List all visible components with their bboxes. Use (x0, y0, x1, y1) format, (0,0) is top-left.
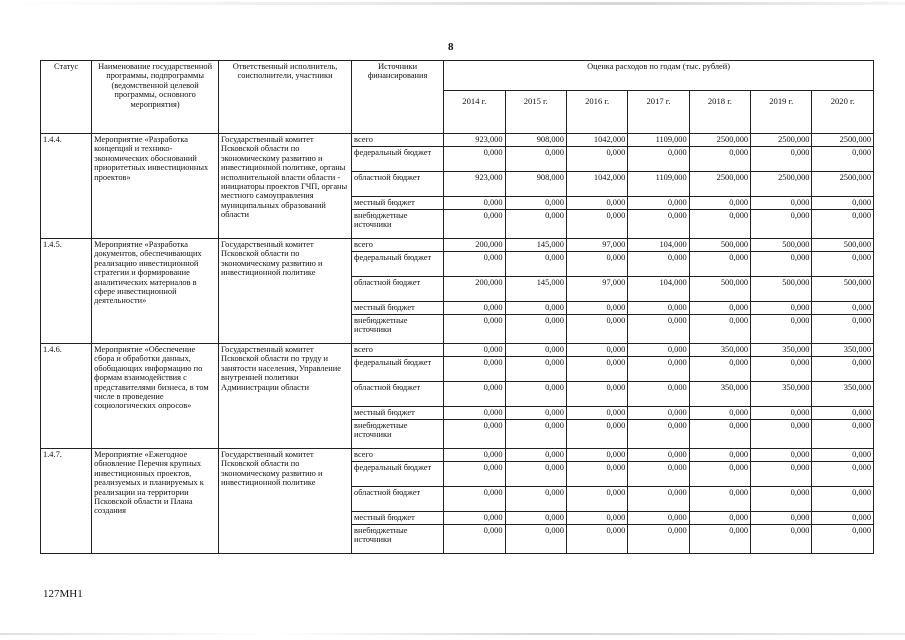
funding-source: федеральный бюджет (352, 357, 444, 382)
amount-cell: 0,000 (689, 462, 750, 487)
measure-name: Мероприятие «Обеспечение сбора и обработки данных, обобщающих информацию по формам взаимодействия с представителями бизнеса, в том числе в проведение социологических опросов» (92, 344, 219, 449)
amount-cell: 1042,000 (566, 134, 627, 147)
amount-cell: 0,000 (628, 252, 689, 277)
amount-cell: 0,000 (566, 449, 627, 462)
amount-cell: 0,000 (444, 525, 505, 554)
amount-cell: 0,000 (566, 344, 627, 357)
amount-cell: 0,000 (566, 252, 627, 277)
amount-cell: 0,000 (628, 315, 689, 344)
amount-cell: 0,000 (689, 210, 750, 239)
funding-source: местный бюджет (352, 302, 444, 315)
amount-cell: 350,000 (689, 344, 750, 357)
amount-cell: 500,000 (751, 277, 812, 302)
amount-cell: 0,000 (505, 315, 566, 344)
header-row (41, 61, 874, 91)
amount-cell: 104,000 (628, 277, 689, 302)
amount-cell: 200,000 (444, 239, 505, 252)
amount-cell: 500,000 (689, 277, 750, 302)
amount-cell: 500,000 (751, 239, 812, 252)
amount-cell: 0,000 (444, 487, 505, 512)
funding-source: федеральный бюджет (352, 462, 444, 487)
amount-cell: 0,000 (751, 407, 812, 420)
amount-cell: 0,000 (812, 525, 874, 554)
amount-cell: 0,000 (566, 525, 627, 554)
amount-cell: 97,000 (566, 277, 627, 302)
amount-cell: 0,000 (444, 357, 505, 382)
header-status: Статус (41, 61, 92, 134)
amount-cell: 0,000 (689, 252, 750, 277)
amount-cell: 350,000 (751, 382, 812, 407)
amount-cell: 0,000 (444, 210, 505, 239)
amount-cell: 0,000 (444, 407, 505, 420)
amount-cell: 0,000 (566, 357, 627, 382)
amount-cell: 0,000 (505, 147, 566, 172)
measure-responsible: Государственный комитет Псковской области по экономическому развитию и инвестиционной политике, органы исполнительной власти области - инициаторы проектов ГЧП, органы местного самоуправления муниципальных образований области (219, 134, 352, 239)
amount-cell: 2500,000 (812, 172, 874, 197)
amount-cell: 0,000 (566, 487, 627, 512)
amount-cell: 0,000 (812, 420, 874, 449)
amount-cell: 0,000 (628, 512, 689, 525)
amount-cell: 0,000 (566, 462, 627, 487)
amount-cell: 0,000 (505, 252, 566, 277)
funding-source: областной бюджет (352, 382, 444, 407)
header-sources: Источники финансирования (352, 61, 444, 134)
funding-source: областной бюджет (352, 172, 444, 197)
amount-cell: 908,000 (505, 134, 566, 147)
funding-source: внебюджетные источники (352, 210, 444, 239)
amount-cell: 0,000 (689, 357, 750, 382)
amount-cell: 500,000 (812, 277, 874, 302)
amount-cell: 350,000 (751, 344, 812, 357)
measure-responsible: Государственный комитет Псковской области по экономическому развитию и инвестиционной политике (219, 449, 352, 554)
header-year: 2020 г. (812, 91, 874, 134)
amount-cell: 0,000 (505, 197, 566, 210)
amount-cell: 500,000 (689, 239, 750, 252)
amount-cell: 0,000 (628, 462, 689, 487)
amount-cell: 0,000 (689, 512, 750, 525)
amount-cell: 0,000 (628, 407, 689, 420)
header-year: 2017 г. (628, 91, 689, 134)
amount-cell: 0,000 (751, 315, 812, 344)
amount-cell: 0,000 (812, 315, 874, 344)
amount-cell: 500,000 (812, 239, 874, 252)
amount-cell: 0,000 (628, 344, 689, 357)
amount-cell: 0,000 (689, 147, 750, 172)
measure-name: Мероприятие «Ежегодное обновление Перечня крупных инвестиционных проектов, реализуемых и планируемых к реализации на территории Псковской области и Плана создания (92, 449, 219, 554)
amount-cell: 0,000 (751, 512, 812, 525)
amount-cell: 0,000 (812, 210, 874, 239)
header-name: Наименование государственной программы, подпрограммы (ведомственной целевой программы, основного мероприятия) (92, 61, 219, 134)
amount-cell: 908,000 (505, 172, 566, 197)
amount-cell: 0,000 (812, 512, 874, 525)
amount-cell: 923,000 (444, 134, 505, 147)
amount-cell: 0,000 (444, 449, 505, 462)
amount-cell: 2500,000 (751, 134, 812, 147)
amount-cell: 1042,000 (566, 172, 627, 197)
amount-cell: 0,000 (628, 449, 689, 462)
measure-status: 1.4.7. (41, 449, 92, 554)
amount-cell: 0,000 (751, 197, 812, 210)
amount-cell: 0,000 (505, 462, 566, 487)
amount-cell: 0,000 (628, 147, 689, 172)
measure-responsible: Государственный комитет Псковской области по труду и занятости населения, Управление внутренней политики Администрации области (219, 344, 352, 449)
amount-cell: 0,000 (751, 252, 812, 277)
funding-source: внебюджетные источники (352, 315, 444, 344)
amount-cell: 350,000 (689, 382, 750, 407)
page-number: 8 (448, 41, 454, 53)
amount-cell: 0,000 (505, 382, 566, 407)
funding-source: областной бюджет (352, 277, 444, 302)
amount-cell: 0,000 (689, 302, 750, 315)
amount-cell: 0,000 (566, 147, 627, 172)
amount-cell: 0,000 (505, 210, 566, 239)
amount-cell: 0,000 (751, 420, 812, 449)
amount-cell: 0,000 (505, 512, 566, 525)
measure-status: 1.4.5. (41, 239, 92, 344)
footer-code: 127МН1 (43, 588, 83, 600)
amount-cell: 0,000 (444, 382, 505, 407)
table-row (41, 134, 874, 147)
amount-cell: 0,000 (628, 210, 689, 239)
measure-status: 1.4.6. (41, 344, 92, 449)
amount-cell: 0,000 (566, 210, 627, 239)
funding-source: местный бюджет (352, 512, 444, 525)
table-row (41, 239, 874, 252)
amount-cell: 0,000 (812, 302, 874, 315)
amount-cell: 0,000 (751, 357, 812, 382)
amount-cell: 0,000 (628, 420, 689, 449)
funding-source: всего (352, 134, 444, 147)
amount-cell: 0,000 (444, 302, 505, 315)
amount-cell: 0,000 (566, 407, 627, 420)
funding-source: местный бюджет (352, 197, 444, 210)
amount-cell: 0,000 (444, 197, 505, 210)
amount-cell: 2500,000 (812, 134, 874, 147)
amount-cell: 0,000 (751, 525, 812, 554)
funding-source: всего (352, 344, 444, 357)
amount-cell: 0,000 (689, 449, 750, 462)
table-body (41, 134, 874, 554)
amount-cell: 0,000 (812, 357, 874, 382)
amount-cell: 350,000 (812, 344, 874, 357)
amount-cell: 0,000 (566, 302, 627, 315)
amount-cell: 0,000 (751, 210, 812, 239)
header-year: 2015 г. (505, 91, 566, 134)
amount-cell: 0,000 (444, 512, 505, 525)
amount-cell: 923,000 (444, 172, 505, 197)
amount-cell: 0,000 (444, 462, 505, 487)
amount-cell: 0,000 (689, 315, 750, 344)
header-year: 2018 г. (689, 91, 750, 134)
amount-cell: 0,000 (444, 252, 505, 277)
amount-cell: 0,000 (505, 487, 566, 512)
amount-cell: 0,000 (505, 407, 566, 420)
amount-cell: 0,000 (689, 420, 750, 449)
amount-cell: 145,000 (505, 277, 566, 302)
measure-name: Мероприятие «Разработка концепций и технико-экономических обоснований приоритетных инвестиционных проектов» (92, 134, 219, 239)
funding-source: областной бюджет (352, 487, 444, 512)
amount-cell: 0,000 (689, 525, 750, 554)
amount-cell: 0,000 (812, 197, 874, 210)
amount-cell: 0,000 (812, 449, 874, 462)
header-responsible: Ответственный исполнитель, соисполнители, участники (219, 61, 352, 134)
amount-cell: 2500,000 (751, 172, 812, 197)
amount-cell: 2500,000 (689, 134, 750, 147)
header-year: 2019 г. (751, 91, 812, 134)
amount-cell: 1109,000 (628, 172, 689, 197)
funding-source: местный бюджет (352, 407, 444, 420)
amount-cell: 1109,000 (628, 134, 689, 147)
amount-cell: 0,000 (812, 252, 874, 277)
amount-cell: 0,000 (751, 462, 812, 487)
amount-cell: 0,000 (444, 344, 505, 357)
amount-cell: 0,000 (751, 449, 812, 462)
amount-cell: 0,000 (505, 357, 566, 382)
funding-source: всего (352, 239, 444, 252)
amount-cell: 0,000 (444, 147, 505, 172)
amount-cell: 0,000 (566, 197, 627, 210)
funding-source: федеральный бюджет (352, 252, 444, 277)
amount-cell: 0,000 (751, 302, 812, 315)
amount-cell: 0,000 (566, 420, 627, 449)
amount-cell: 0,000 (628, 302, 689, 315)
amount-cell: 0,000 (628, 197, 689, 210)
amount-cell: 0,000 (505, 302, 566, 315)
table-row (41, 344, 874, 357)
amount-cell: 0,000 (689, 197, 750, 210)
amount-cell: 2500,000 (689, 172, 750, 197)
header-year: 2016 г. (566, 91, 627, 134)
table-row (41, 449, 874, 462)
amount-cell: 0,000 (689, 487, 750, 512)
funding-source: внебюджетные источники (352, 420, 444, 449)
amount-cell: 0,000 (505, 449, 566, 462)
budget-table (40, 60, 874, 554)
amount-cell: 0,000 (812, 462, 874, 487)
amount-cell: 104,000 (628, 239, 689, 252)
funding-source: федеральный бюджет (352, 147, 444, 172)
header-estimate: Оценка расходов по годам (тыс. рублей) (444, 61, 874, 91)
scan-edge-bottom (0, 633, 905, 635)
amount-cell: 0,000 (628, 382, 689, 407)
amount-cell: 0,000 (628, 525, 689, 554)
amount-cell: 0,000 (628, 487, 689, 512)
measure-status: 1.4.4. (41, 134, 92, 239)
amount-cell: 350,000 (812, 382, 874, 407)
amount-cell: 0,000 (751, 147, 812, 172)
amount-cell: 200,000 (444, 277, 505, 302)
amount-cell: 0,000 (689, 407, 750, 420)
funding-source: внебюджетные источники (352, 525, 444, 554)
amount-cell: 145,000 (505, 239, 566, 252)
amount-cell: 0,000 (628, 357, 689, 382)
amount-cell: 0,000 (444, 315, 505, 344)
funding-source: всего (352, 449, 444, 462)
amount-cell: 0,000 (566, 382, 627, 407)
amount-cell: 0,000 (566, 315, 627, 344)
measure-responsible: Государственный комитет Псковской области по экономическому развитию и инвестиционной политике (219, 239, 352, 344)
amount-cell: 0,000 (505, 420, 566, 449)
measure-name: Мероприятие «Разработка документов, обеспечивающих реализацию инвестиционной стратегии и формирование аналитических материалов в сфере инвестиционной деятельности» (92, 239, 219, 344)
amount-cell: 0,000 (566, 512, 627, 525)
scan-edge-top (0, 2, 905, 5)
amount-cell: 0,000 (444, 420, 505, 449)
amount-cell: 0,000 (505, 525, 566, 554)
amount-cell: 0,000 (812, 147, 874, 172)
amount-cell: 0,000 (812, 487, 874, 512)
amount-cell: 0,000 (751, 487, 812, 512)
amount-cell: 0,000 (812, 407, 874, 420)
amount-cell: 0,000 (505, 344, 566, 357)
header-year: 2014 г. (444, 91, 505, 134)
amount-cell: 97,000 (566, 239, 627, 252)
